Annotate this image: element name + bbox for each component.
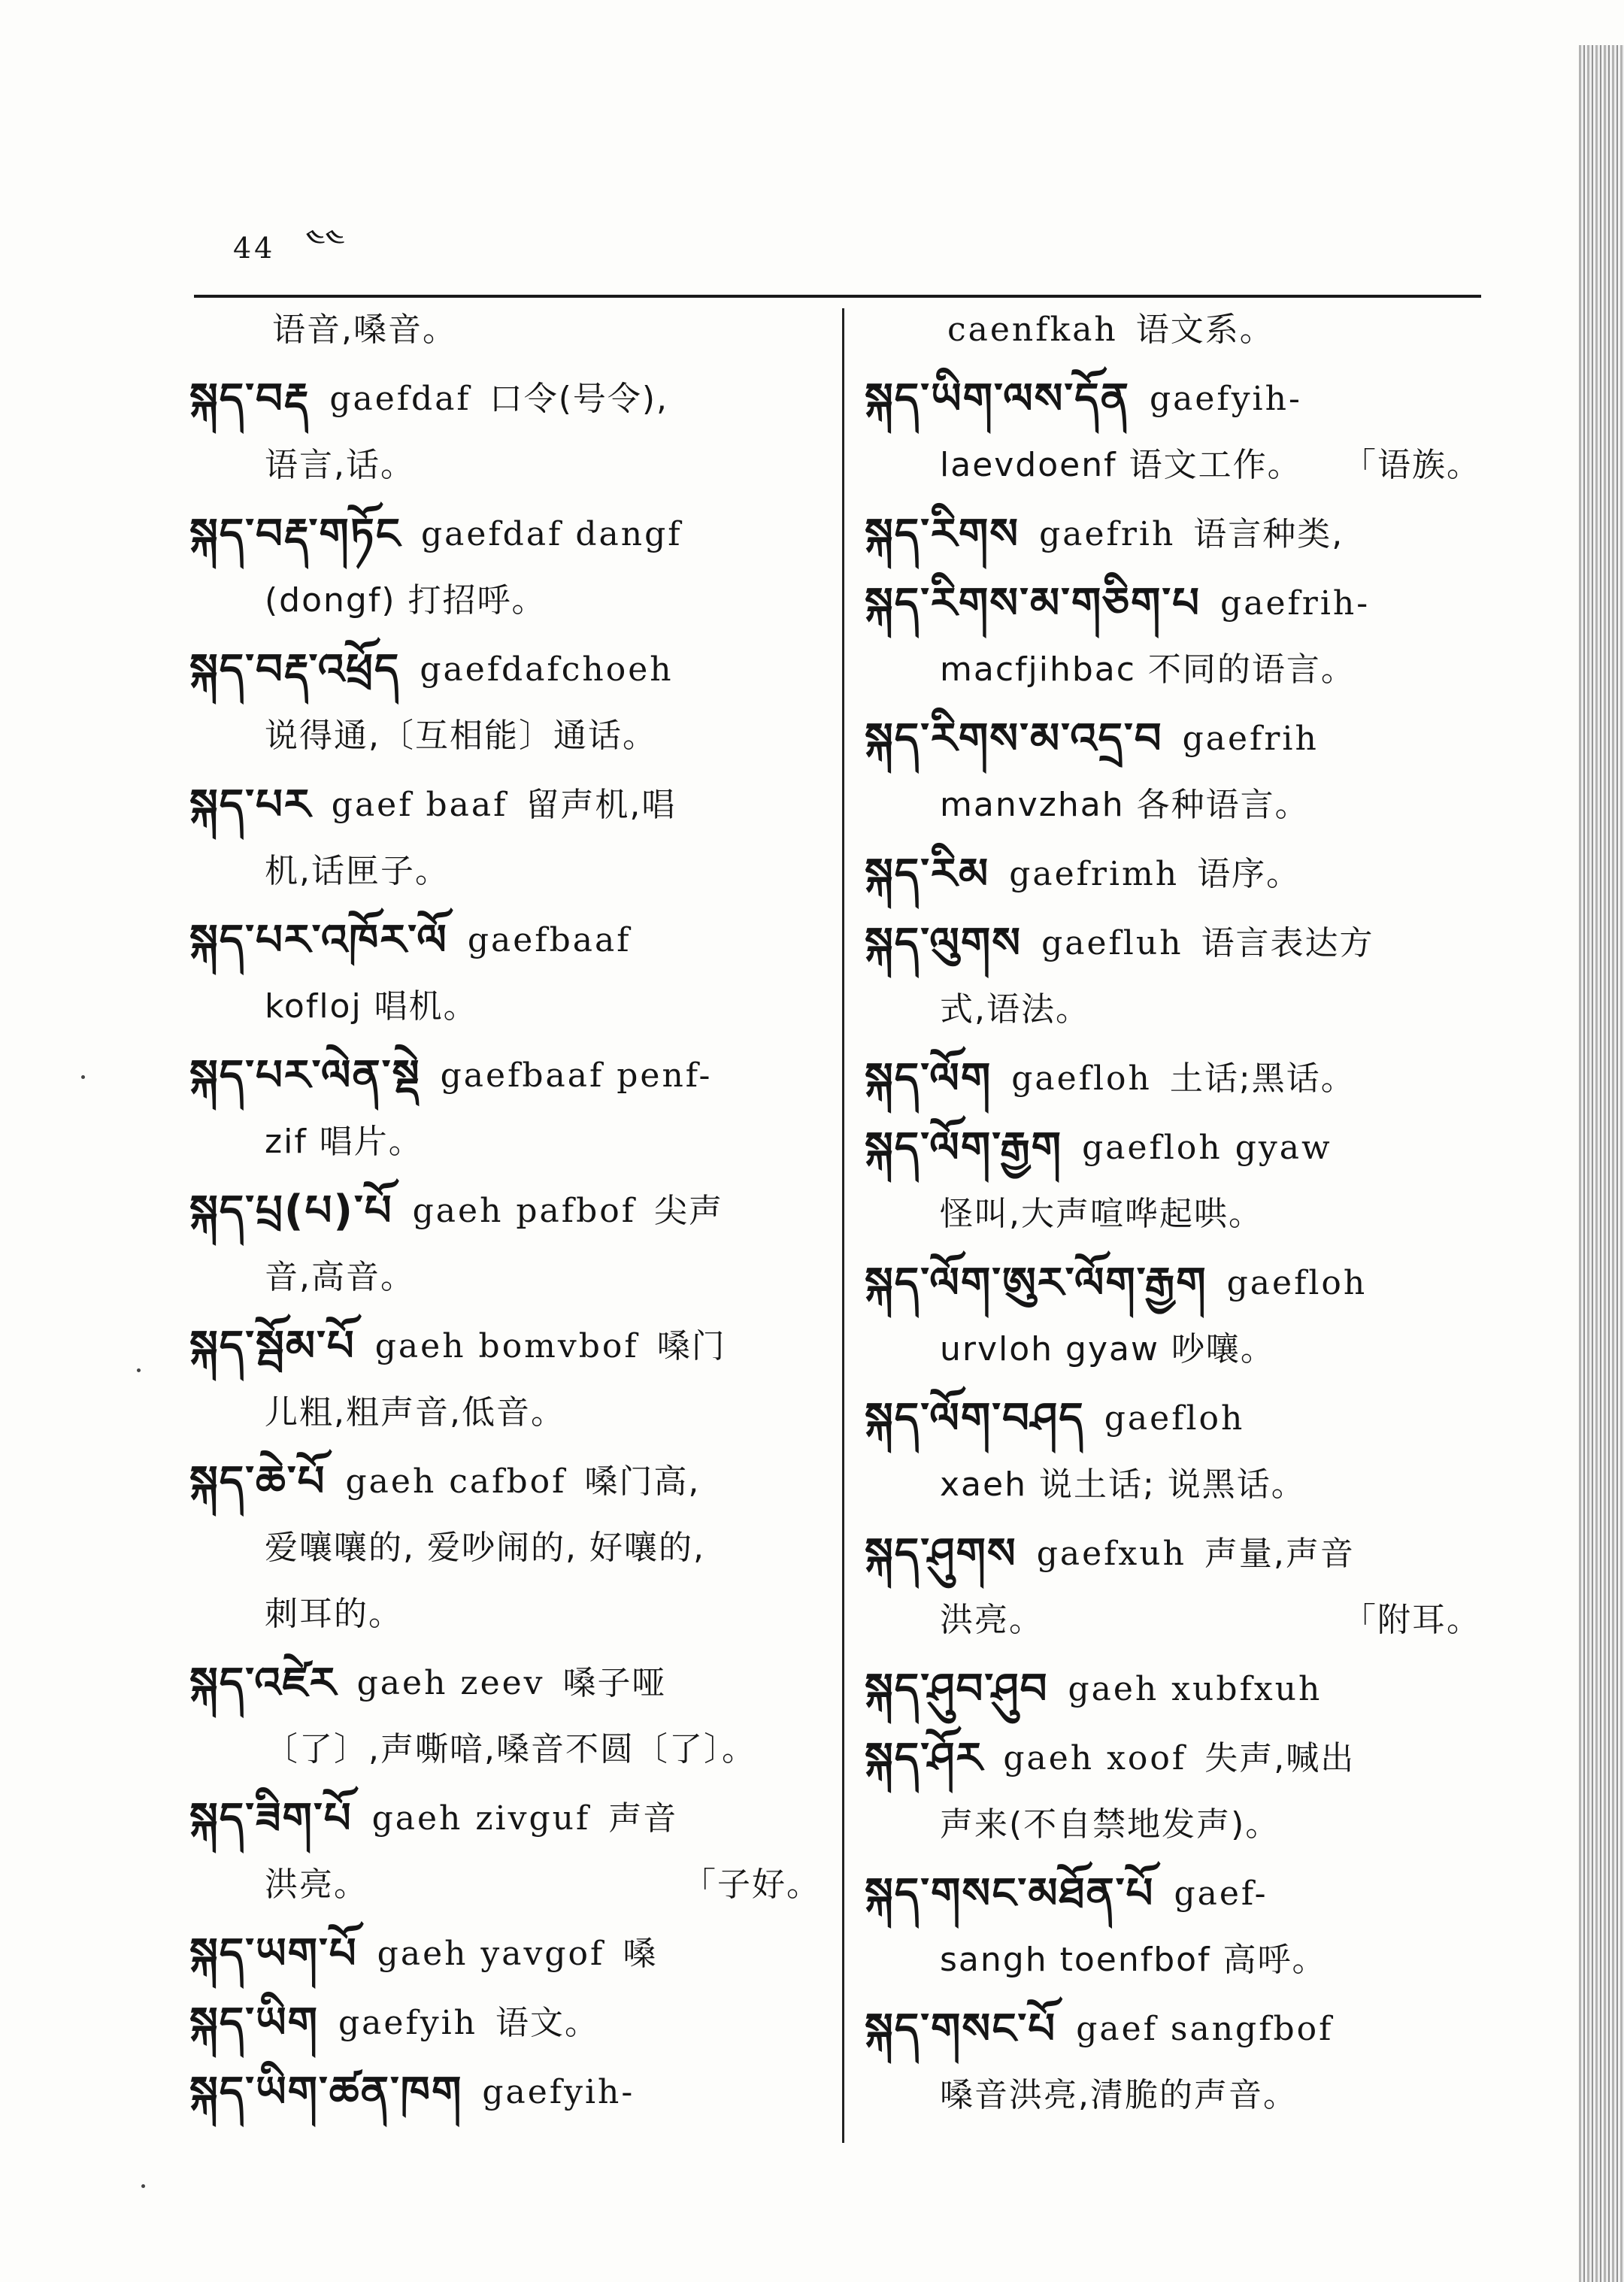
entry-continuation (189, 703, 821, 769)
entry-definition-cont: 〔了〕,声嘶喑,嗓音不圆〔了〕。 (265, 1730, 756, 1768)
entry-headword-tibetan: སྐད་བརྡ་གཏོང (189, 510, 401, 559)
entry-definition-cont: 洪亮。 (265, 1865, 368, 1904)
entry-headword-tibetan: སྐད་ཟིག་པོ (189, 1794, 353, 1843)
dictionary-entry (189, 1043, 821, 1109)
entry-romanization: gaefloh (1011, 1059, 1152, 1098)
dictionary-entry (189, 1786, 821, 1852)
entry-definition-cont: xaeh 说土话; 说黑话。 (940, 1465, 1306, 1504)
entry-definition-cont: macfjihbac 不同的语言。 (940, 650, 1356, 689)
entry-definition-cont: 嗓音洪亮,清脆的声音。 (940, 2076, 1298, 2114)
entry-continuation (865, 637, 1481, 703)
entry-continuation (189, 432, 821, 499)
dictionary-entry (189, 1449, 821, 1515)
page-number-tibetan: ༤༤ (305, 223, 345, 256)
dictionary-entry (865, 1861, 1481, 1927)
entry-continuation (189, 1244, 821, 1311)
entry-definition: 嗓 (623, 1935, 658, 1973)
entry-note: 「语族。 (1343, 446, 1481, 484)
dictionary-entry (189, 1990, 821, 2056)
entry-definition-cont: laevdoenf 语文工作。 (940, 446, 1302, 484)
dictionary-entry (865, 571, 1481, 637)
entry-note: 「附耳。 (1343, 1601, 1481, 1639)
entry-headword-tibetan: སྐད་པར (189, 780, 312, 829)
dictionary-entry (865, 1521, 1481, 1587)
entry-headword-tibetan: སྐད་ཤུགས (865, 1529, 1017, 1578)
entry-definition: 语言表达方 (1201, 924, 1374, 962)
entry-definition-cont: 声来(不自禁地发声)。 (940, 1805, 1280, 1844)
entry-continuation (865, 297, 1481, 363)
entry-romanization: gaefyih- (482, 2073, 635, 2111)
dictionary-entry (865, 841, 1481, 908)
entry-headword-tibetan: སྐད་ཤུབ་ཤུབ (865, 1665, 1049, 1714)
entry-definition: 失声,喊出 (1204, 1739, 1356, 1777)
speck (141, 2184, 145, 2188)
entry-headword-tibetan: སྐད་པར་འཁོར་ལོ (189, 916, 448, 965)
entry-headword-tibetan: སྐད་བརྡ (189, 374, 311, 423)
entry-headword-tibetan: སྐད་འཛེར (189, 1659, 338, 1708)
entry-definition-cont: 刺耳的。 (265, 1595, 403, 1633)
entry-continuation (865, 1452, 1481, 1518)
entry-continuation (865, 1927, 1481, 1993)
entry-definition-cont: zif 唱片。 (265, 1123, 423, 1161)
entry-headword-tibetan: སྐད་ཡིག་ཚན་ཁག (189, 2068, 463, 2117)
entry-romanization: gaefdaf (329, 380, 471, 418)
entry-continuation (189, 1380, 821, 1446)
entry-continuation (189, 838, 821, 905)
entry-headword-tibetan: སྐད་ཡག་པོ (189, 1929, 358, 1978)
dictionary-entry (189, 772, 821, 838)
dictionary-entry (189, 1650, 821, 1717)
dictionary-entry (865, 1726, 1481, 1792)
speck (137, 1368, 141, 1372)
entry-romanization: gaeh bomvbof (374, 1327, 639, 1365)
entry-definition-cont: manvzhah 各种语言。 (940, 786, 1310, 824)
entry-headword-tibetan: སྐད་ཤོར (865, 1734, 984, 1783)
entry-definition-cont: sangh toenfbof 高呼。 (940, 1941, 1327, 1979)
entry-headword-tibetan: སྐད་གསང་མཐོན་པོ (865, 1869, 1155, 1918)
entry-definition: 留声机,唱 (526, 786, 677, 824)
entry-continuation (865, 1181, 1481, 1247)
entry-headword-tibetan: སྐད་ལོག (865, 1054, 992, 1103)
entry-definition-cont: urvloh gyaw 吵嚷。 (940, 1330, 1275, 1368)
dictionary-entry (189, 502, 821, 568)
entry-definition: 嗓子哑 (562, 1664, 667, 1702)
dictionary-entry (865, 911, 1481, 977)
entry-definition-cont: (dongf) 打招呼。 (265, 581, 547, 620)
entry-romanization: gaefyih- (1149, 380, 1302, 418)
entry-continuation (865, 1792, 1481, 1858)
dictionary-entry (189, 908, 821, 974)
entry-headword-tibetan: སྐད་ཆེ་པོ (189, 1457, 326, 1506)
page-number: 44 (233, 232, 276, 265)
entry-headword-tibetan: སྐད་སྦོམ་པོ (189, 1322, 356, 1371)
entry-headword-tibetan: སྐད་ལུགས (865, 919, 1023, 968)
entry-headword-tibetan: སྐད་ལོག་ཨུར་ལོག་རྒྱག (865, 1259, 1207, 1308)
entry-continuation (189, 1581, 821, 1647)
dictionary-entry (865, 706, 1481, 772)
dictionary-entry (189, 637, 821, 703)
column-divider (842, 308, 844, 2143)
entry-definition: 声音 (608, 1799, 678, 1838)
entry-definition-cont: 洪亮。 (940, 1601, 1044, 1639)
entry-romanization: caenfkah (947, 311, 1118, 349)
entry-definition: 声量,声音 (1204, 1535, 1355, 1573)
dictionary-entry (189, 1178, 821, 1244)
entry-note: 「子好。 (683, 1865, 821, 1904)
right-column (865, 297, 1481, 2129)
entry-continuation (865, 432, 1481, 499)
entry-romanization: gaeh pafbof (412, 1192, 637, 1230)
entry-definition-cont: 式,语法。 (940, 990, 1090, 1029)
dictionary-entry (865, 1046, 1481, 1112)
entry-headword-tibetan: སྐད་གསང་པོ (865, 2005, 1057, 2053)
entry-definition: 语言种类, (1193, 515, 1344, 553)
entry-definition-cont: 说得通,〔互相能〕通话。 (265, 717, 657, 755)
entry-romanization: gaefdafchoeh (420, 650, 674, 689)
entry-continuation (865, 1587, 1481, 1653)
entry-definition: 语序。 (1197, 855, 1301, 893)
dictionary-entry (865, 1996, 1481, 2062)
entry-definition-cont: kofloj 唱机。 (265, 987, 478, 1026)
entry-definition: 嗓门高, (584, 1462, 701, 1501)
entry-romanization: gaeh xoof (1003, 1739, 1187, 1777)
entry-definition-cont: 怪叫,大声喧哗起哄。 (940, 1195, 1263, 1233)
entry-continuation (189, 1852, 821, 1918)
entry-continuation (189, 297, 821, 363)
entry-romanization: gaefxuh (1036, 1535, 1186, 1573)
dictionary-entry (865, 502, 1481, 568)
speck (81, 1075, 85, 1079)
entry-romanization: gaeh yavgof (377, 1935, 605, 1973)
entry-definition-cont: 语言,话。 (265, 446, 415, 484)
entry-romanization: gaeh zeev (356, 1664, 545, 1702)
entry-romanization: gaefbaaf penf- (440, 1056, 713, 1095)
entry-romanization: gaefloh gyaw (1082, 1129, 1332, 1167)
entry-romanization: gaefyih (338, 2004, 478, 2042)
entry-headword-tibetan: སྐད་རིམ (865, 850, 990, 899)
entry-headword-tibetan: སྐད་ལོག་བཤད (865, 1394, 1085, 1443)
dictionary-entry (189, 2059, 821, 2126)
entry-continuation (189, 1109, 821, 1175)
entry-definition: 口令(号令), (489, 380, 669, 418)
entry-romanization: gaef- (1174, 1874, 1268, 1913)
entry-headword-tibetan: སྐད་པར་ལེན་སྡེ (189, 1051, 421, 1100)
entry-romanization: gaefluh (1041, 924, 1183, 962)
entry-romanization: gaefloh (1104, 1399, 1245, 1438)
entry-headword-tibetan: སྐད་རིགས་མ་གཅིག་པ (865, 579, 1201, 628)
entry-definition-cont: 机,话匣子。 (265, 852, 450, 890)
dictionary-entry (865, 366, 1481, 432)
entry-romanization: gaefrimh (1009, 855, 1180, 893)
entry-definition: 土话;黑话。 (1169, 1059, 1356, 1098)
dictionary-entry (189, 1921, 821, 1987)
entry-definition-cont: 儿粗,粗声音,低音。 (265, 1393, 565, 1432)
entry-continuation (189, 974, 821, 1040)
entry-romanization: gaefloh (1226, 1264, 1368, 1302)
dictionary-entry (865, 1386, 1481, 1452)
entry-definition: 语文系。 (1135, 311, 1274, 349)
entry-romanization: gaef sangfbof (1076, 2010, 1334, 2048)
entry-continuation (189, 1515, 821, 1581)
entry-continuation (865, 2062, 1481, 2129)
entry-headword-tibetan: སྐད་ཡིག (189, 1999, 320, 2047)
entry-headword-tibetan: སྐད་པྲ(པ)་པོ (189, 1186, 393, 1235)
entry-headword-tibetan: སྐད་རིགས་མ་འདྲ་བ (865, 714, 1163, 763)
dictionary-entry (865, 1250, 1481, 1317)
entry-definition: 语文。 (495, 2004, 600, 2042)
entry-romanization: gaeh cafbof (345, 1462, 567, 1501)
dictionary-entry (865, 1656, 1481, 1723)
entry-headword-tibetan: སྐད་བརྡ་འཕྲོད (189, 645, 401, 694)
entry-continuation (865, 1317, 1481, 1383)
entry-romanization: gaefrih (1182, 720, 1319, 758)
left-column (189, 297, 821, 2126)
dictionary-entry (189, 1314, 821, 1380)
dictionary-entry (189, 366, 821, 432)
entry-romanization: gaefdaf dangf (420, 515, 683, 553)
entry-romanization: gaeh xubfxuh (1068, 1670, 1323, 1708)
entry-headword-tibetan: སྐད་རིགས (865, 510, 1020, 559)
entry-headword-tibetan: སྐད་ཡིག་ལས་དོན (865, 374, 1130, 423)
entry-continuation (189, 1717, 821, 1783)
page-edge-shadow (1579, 45, 1624, 2282)
entry-continuation (865, 977, 1481, 1043)
dictionary-entry (865, 1115, 1481, 1181)
entry-romanization: gaefbaaf (467, 921, 632, 959)
entry-romanization: gaefrih (1039, 515, 1176, 553)
entry-definition: 语音,嗓音。 (272, 311, 457, 349)
entry-definition-cont: 音,高音。 (265, 1258, 415, 1296)
entry-romanization: gaeh zivguf (371, 1799, 591, 1838)
entry-romanization: gaefrih- (1220, 584, 1371, 623)
entry-definition: 尖声 (654, 1192, 724, 1230)
entry-romanization: gaef baaf (331, 786, 508, 824)
page-header (233, 223, 345, 271)
entry-continuation (865, 772, 1481, 838)
entry-definition-cont: 爱嚷嚷的, 爱吵闹的, 好嚷的, (265, 1529, 705, 1567)
entry-headword-tibetan: སྐད་ལོག་རྒྱག (865, 1123, 1063, 1172)
entry-continuation (189, 568, 821, 634)
entry-definition: 嗓门 (656, 1327, 726, 1365)
